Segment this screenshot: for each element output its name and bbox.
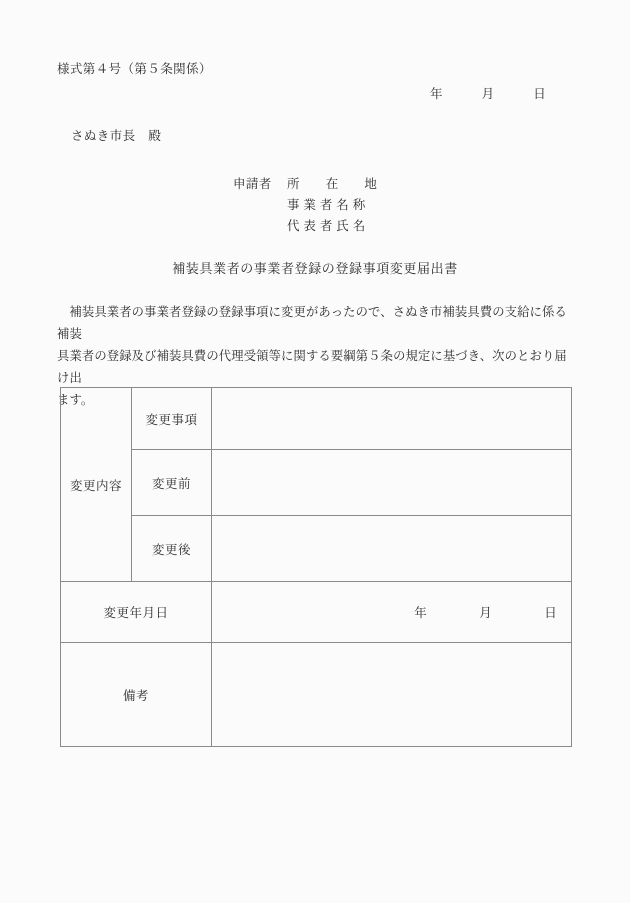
table-row xyxy=(61,388,572,450)
applicant-row-business-name xyxy=(233,195,377,216)
table-row xyxy=(61,516,572,582)
table-row xyxy=(61,450,572,516)
form-number: 様式第４号（第５条関係） xyxy=(57,62,212,76)
body-line-1: 補装具業者の事業者登録の登録事項に変更があったので、さぬき市補装具費の支給に係る補装 xyxy=(57,305,567,341)
applicant-block xyxy=(233,174,377,237)
change-notification-table xyxy=(60,387,572,747)
change-item-value[interactable] xyxy=(212,388,572,450)
table-row xyxy=(61,643,572,747)
applicant-row-representative-name xyxy=(233,216,377,237)
applicant-row-address xyxy=(233,174,377,195)
change-date-placeholder-text: 年 月 日 xyxy=(414,606,558,620)
submission-date-line: 年 月 日 xyxy=(430,87,547,101)
body-line-3: ます。 xyxy=(57,393,94,407)
remarks-label: 備考 xyxy=(61,643,212,747)
applicant-address-label: 所 在 地 xyxy=(287,177,378,191)
change-after-label: 変更後 xyxy=(132,516,212,582)
change-before-label: 変更前 xyxy=(132,450,212,516)
change-item-label: 変更事項 xyxy=(132,388,212,450)
addressee-line: さぬき市長 殿 xyxy=(71,129,162,143)
table-row xyxy=(61,582,572,643)
change-date-value[interactable] xyxy=(212,582,572,643)
change-before-value[interactable] xyxy=(212,450,572,516)
applicant-representative-name-label: 代 表 者 氏 名 xyxy=(287,219,366,233)
change-after-value[interactable] xyxy=(212,516,572,582)
body-line-2: 具業者の登録及び補装具費の代理受領等に関する要綱第５条の規定に基づき、次のとおり届け出 xyxy=(57,349,567,385)
change-date-label: 変更年月日 xyxy=(61,582,212,643)
applicant-business-name-label: 事 業 者 名 称 xyxy=(287,198,366,212)
remarks-value[interactable] xyxy=(212,643,572,747)
page-title: 補装具業者の事業者登録の登録事項変更届出書 xyxy=(172,261,458,276)
applicant-label: 申請者 xyxy=(233,177,272,191)
change-content-group-label: 変更内容 xyxy=(61,388,132,582)
